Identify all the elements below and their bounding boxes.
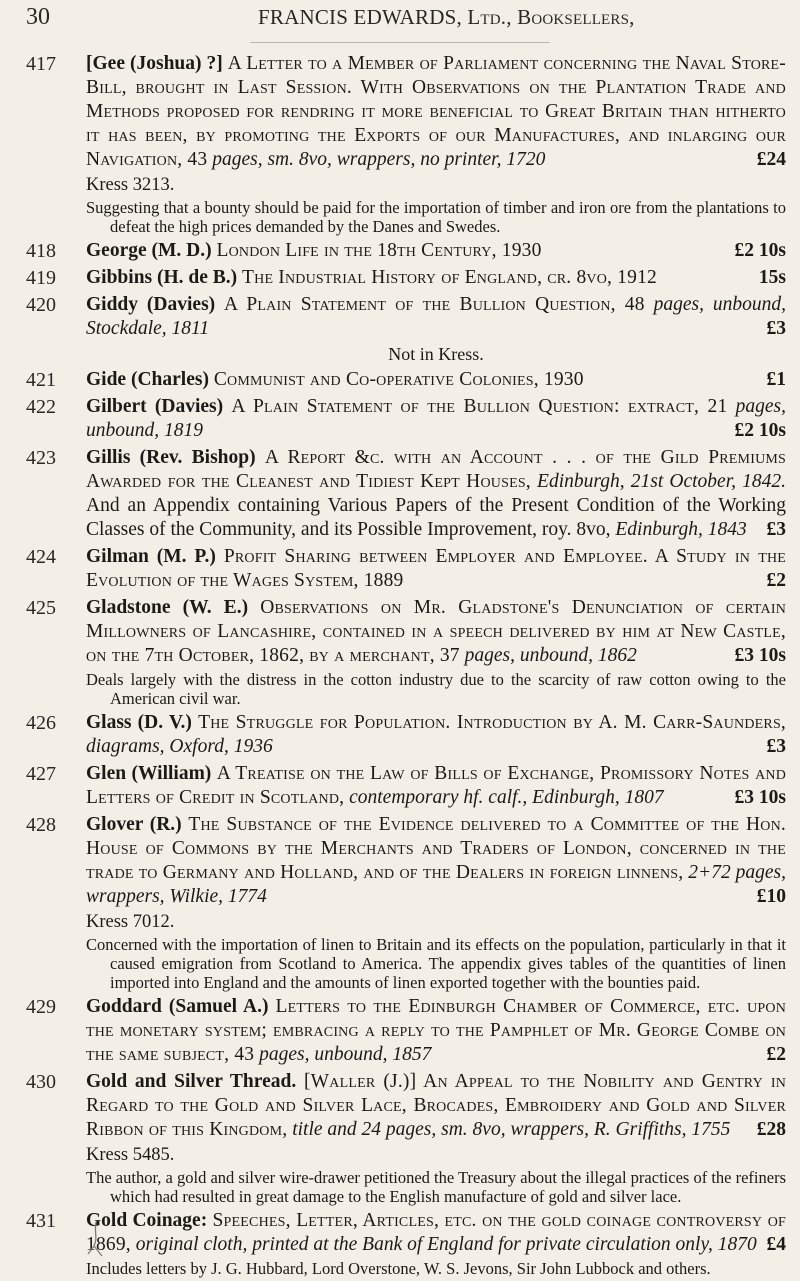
entry-reference: Kress 7012. xyxy=(86,912,175,932)
catalogue-entry xyxy=(0,266,800,290)
catalogue-entry xyxy=(0,293,800,365)
entry-title: The Substance of the Evidence delivered to a Committee of the Hon. House of Commons by the Merchants and Traders of London, concerned in the trade to Germany and Holland, and of the Dealers in foreign linnens, xyxy=(86,814,786,883)
entry-description xyxy=(86,762,786,810)
entry-author: Gladstone (W. E.) xyxy=(86,597,249,618)
entry-title: The Industrial History of England, cr. 8vo, 1912 xyxy=(242,267,657,288)
entry-note: Concerned with the importation of linen to Britain and its effects on the population, particularly in that it caused emigration from Scotland to America. The appendix gives tables of the quantities of linen imported into England and the amounts of linen exported together with the bounties paid. xyxy=(86,935,786,992)
page-header xyxy=(0,2,800,42)
lot-number: 427 xyxy=(26,763,56,785)
pencil-mark-icon xyxy=(82,1220,112,1260)
lot-number: 424 xyxy=(26,546,56,568)
entry-author: Glass (D. V.) xyxy=(86,712,192,733)
entry-imprint-continued: Edinburgh, 1843 xyxy=(615,519,747,540)
catalogue-entry xyxy=(0,395,800,443)
lot-number: 419 xyxy=(26,267,56,289)
entry-author: Glover (R.) xyxy=(86,814,182,835)
lot-number: 421 xyxy=(26,369,56,391)
entry-imprint: title and 24 pages, sm. 8vo, wrappers, R. Griffiths, 1755 xyxy=(292,1119,731,1140)
entry-title: Letters to the Edinburgh Chamber of Commerce, etc. upon the monetary system; embracing a reply to the Pamphlet of Mr. George Combe on the same subject, 43 xyxy=(86,996,787,1065)
catalogue-entry xyxy=(0,239,800,263)
entry-author: Gold Coinage: xyxy=(86,1210,208,1231)
entry-title: London Life in the 18th Century, 1930 xyxy=(216,240,542,261)
entry-price: £3 xyxy=(766,318,786,339)
entry-author: George (M. D.) xyxy=(86,240,212,261)
entry-price: £1 xyxy=(766,369,786,390)
catalogue-entry xyxy=(0,446,800,542)
entry-description xyxy=(86,446,786,542)
entry-price: £4 xyxy=(766,1234,786,1255)
lot-number: 422 xyxy=(26,396,56,418)
entry-description xyxy=(86,596,786,668)
entry-price: £2 xyxy=(766,1044,786,1065)
entry-author: Goddard (Samuel A.) xyxy=(86,996,269,1017)
entry-reference: Kress 5485. xyxy=(86,1145,175,1165)
catalogue-entry xyxy=(0,1070,800,1206)
entry-author: [Gee (Joshua) ?] xyxy=(86,53,223,74)
page-number: 30 xyxy=(26,4,50,30)
entry-title-continued: And an Appendix containing Various Papers of the Present Condition of the Working Classes of the Community, and its Possible Improvement, roy. 8vo, xyxy=(86,495,786,540)
lot-number: 418 xyxy=(26,240,56,262)
lot-number: 426 xyxy=(26,712,56,734)
entry-author: Gilman (M. P.) xyxy=(86,546,216,567)
lot-number: 420 xyxy=(26,294,56,316)
entry-title: The Struggle for Population. Introduction by A. M. Carr-Saunders, xyxy=(198,712,787,733)
entry-reference: Not in Kress. xyxy=(388,344,484,364)
entry-description xyxy=(86,293,786,341)
entry-title: A Plain Statement of the Bullion Question: extract, 21 xyxy=(231,396,728,417)
catalogue-entry xyxy=(0,368,800,392)
entry-author: Gillis (Rev. Bishop) xyxy=(86,447,256,468)
entry-description xyxy=(86,368,786,392)
entry-price: £3 xyxy=(766,519,786,540)
catalogue-entry xyxy=(0,596,800,708)
entry-imprint: contemporary hf. calf., Edinburgh, 1807 xyxy=(349,787,664,808)
entry-title: A Letter to a Member of Parliament concerning the Naval Store-Bill, brought in Last Session. With Observations on the Plantation Trade and Methods proposed for rendring it more beneficial to Great Britain than hitherto it has been, by promoting the Exports of our Manufactures, and inlarging our Navigation, 43 xyxy=(86,53,786,170)
entry-title: A Treatise on the Law of Bills of Exchange, Promissory Notes and Letters of Credit in Scotland, xyxy=(86,763,787,808)
entry-title: Speeches, Letter, Articles, etc. on the gold coinage controversy of 1869, xyxy=(86,1210,786,1255)
entry-title: Communist and Co-operative Colonies, 1930 xyxy=(213,369,584,390)
catalogue-entry xyxy=(0,52,800,236)
lot-number: 417 xyxy=(26,53,56,75)
entry-imprint: pages, unbound, 1862 xyxy=(464,645,637,666)
entry-price: £2 10s xyxy=(734,240,786,261)
entry-description xyxy=(86,395,786,443)
entry-price: 15s xyxy=(758,267,786,288)
entry-price: £2 10s xyxy=(734,420,786,441)
entry-note: Includes letters by J. G. Hubbard, Lord Overstone, W. S. Jevons, Sir John Lubbock and others. xyxy=(86,1259,711,1278)
entry-note: The author, a gold and silver wire-drawer petitioned the Treasury about the illegal practices of the refiners which had resulted in great damage to the English manufacture of gold and silver lace. xyxy=(86,1168,786,1206)
entry-description xyxy=(86,1070,786,1142)
entry-price: £3 10s xyxy=(734,787,786,808)
catalogue-entry xyxy=(0,1209,800,1278)
entry-author: Gilbert (Davies) xyxy=(86,396,224,417)
entry-imprint: 2+72 pages, wrappers, Wilkie, 1774 xyxy=(86,862,787,907)
entry-description xyxy=(86,239,786,263)
entry-note: Suggesting that a bounty should be paid for the importation of timber and iron ore from the plantations to defeat the high prices demanded by the Danes and Swedes. xyxy=(86,198,786,236)
entry-description xyxy=(86,545,786,593)
entry-note: Deals largely with the distress in the cotton industry due to the scarcity of raw cotton owing to the American civil war. xyxy=(86,670,786,708)
lot-number: 430 xyxy=(26,1071,56,1093)
entry-price: £2 xyxy=(766,570,786,591)
entry-title: Observations on Mr. Gladstone's Denunciation of certain Millowners of Lancashire, contained in a speech delivered by him at New Castle, on the 7th October, 1862, by a merchant, 37 xyxy=(86,597,787,666)
entry-title: A Plain Statement of the Bullion Question, 48 xyxy=(224,294,645,315)
catalogue-entry xyxy=(0,813,800,992)
entry-imprint: pages, unbound, 1819 xyxy=(86,396,787,441)
catalogue-entries xyxy=(0,52,800,1281)
entry-title: A Report &c. with an Account . . . of the Gild Premiums Awarded for the Cleanest and Tidiest Kept Houses, xyxy=(86,447,787,492)
catalogue-entry xyxy=(0,762,800,810)
entry-reference: Kress 3213. xyxy=(86,175,175,195)
entry-description xyxy=(86,1209,786,1257)
entry-author: Gold and Silver Thread. xyxy=(86,1071,297,1092)
entry-imprint: pages, unbound, Stockdale, 1811 xyxy=(86,294,786,339)
entry-title: Profit Sharing between Employer and Employee. A Study in the Evolution of the Wages System, 1889 xyxy=(86,546,787,591)
running-head: FRANCIS EDWARDS, Ltd., Booksellers, xyxy=(258,5,635,29)
lot-number: 431 xyxy=(26,1210,56,1232)
entry-price: £24 xyxy=(756,149,786,170)
lot-number: 425 xyxy=(26,597,56,619)
entry-description xyxy=(86,995,786,1067)
catalogue-entry xyxy=(0,711,800,759)
entry-author: Giddy (Davies) xyxy=(86,294,216,315)
entry-imprint: diagrams, Oxford, 1936 xyxy=(86,736,273,757)
entry-description xyxy=(86,711,786,759)
entry-price: £3 xyxy=(766,736,786,757)
entry-imprint: pages, sm. 8vo, wrappers, no printer, 1720 xyxy=(212,149,546,170)
entry-price: £3 10s xyxy=(734,645,786,666)
lot-number: 428 xyxy=(26,814,56,836)
entry-imprint: original cloth, printed at the Bank of England for private circulation only, 1870 xyxy=(135,1234,757,1255)
entry-title: [Waller (J.)] An Appeal to the Nobility and Gentry in Regard to the Gold and Silver Lace, Brocades, Embroidery and Gold and Silver Ribbon of this Kingdom, xyxy=(86,1071,787,1140)
entry-description xyxy=(86,813,786,909)
catalogue-entry xyxy=(0,545,800,593)
entry-imprint: Edinburgh, 21st October, 1842. xyxy=(537,471,787,492)
catalogue-entry xyxy=(0,995,800,1067)
entry-author: Gide (Charles) xyxy=(86,369,209,390)
entry-description xyxy=(86,52,786,172)
entry-imprint: pages, unbound, 1857 xyxy=(259,1044,432,1065)
entry-author: Glen (William) xyxy=(86,763,212,784)
lot-number: 423 xyxy=(26,447,56,469)
header-rule xyxy=(250,42,550,43)
entry-price: £10 xyxy=(756,886,786,907)
entry-price: £28 xyxy=(756,1119,786,1140)
entry-description xyxy=(86,266,786,290)
lot-number: 429 xyxy=(26,996,56,1018)
entry-author: Gibbins (H. de B.) xyxy=(86,267,238,288)
